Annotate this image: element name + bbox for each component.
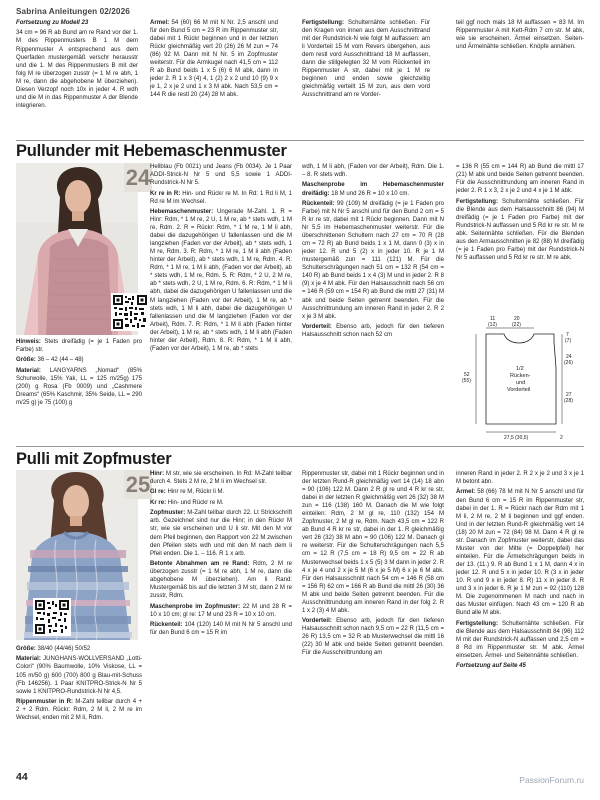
paragraph [302, 163, 444, 179]
paragraph-heading: Maschenprobe im Hebemaschenmuster dreifädig: [302, 182, 444, 197]
paragraph-text: teil ggf noch mals 18 M auffassen = 83 M. Im Rippenmuster A mit Kett-Rdm 7 cm str. M abk, wie sie erscheinen. Ärmel einsetzen. Seiten- und Ärmelnähte schließen. Knöpfe annähen. [456, 20, 584, 51]
s24-column-3 [302, 163, 444, 443]
paragraph-heading: Hinweis: [16, 339, 41, 345]
qr-code-icon [35, 600, 69, 634]
svg-text:1/2: 1/2 [516, 366, 524, 372]
divider-middle [16, 446, 584, 447]
paragraph-text: Ebenso arb, jedoch für den tieferen Halsausschnitt schon nach 9,5 cm = 22 R (11,5 cm = 26 R) 13,5 cm = 32 R ab Musterwechsel die mittl 16 (22) 30 M abk und beide Seiten getrennt beenden. Für die Ausschnittrundung am [302, 618, 444, 657]
paragraph-heading: Fertigstellung: [302, 20, 344, 26]
paragraph [16, 19, 138, 27]
schematic-24 [456, 312, 584, 440]
paragraph [456, 662, 584, 670]
paragraph [302, 617, 444, 657]
paragraph [456, 19, 584, 51]
paragraph [16, 338, 142, 354]
paragraph-heading: Hinr: [150, 471, 165, 477]
paragraph [150, 509, 292, 557]
paragraph-text: M str, wie sie erscheinen. In Rd: M-Zahl teilbar durch 4. Stets 2 M re, 2 M li im Wechsel str. [150, 471, 292, 486]
s25-column-3 [302, 470, 444, 765]
svg-text:(12): (12) [488, 322, 497, 328]
paragraph-text: Ebenso arb, jedoch für den tieferen Halsausschnitt schon nach 52 cm [302, 324, 444, 339]
paragraph-heading: Ärmel: [150, 20, 170, 26]
paragraph-text: Hin- und Rückr re M. [166, 499, 224, 506]
section-title-25: Pulli mit Zopfmuster [16, 450, 172, 468]
paragraph [150, 208, 292, 353]
paragraph-text: 34 cm = 96 R ab Bund am re Rand vor der 1. M des Rippenmusters B 1 M dem Rippenmuster A entsprechend aus dem Querfaden mustergemäß verschr herausstr und die 1. M des Rippenmusters B mit der folg M re überzogen zusstr (= 1 M re abh, 1 M re, dann die abgehobene M überziehen). Diesen Verzopf noch 10x in jeder 4. R wdh und die M in das Rippenmuster A der Blende integrieren. [16, 30, 138, 109]
paragraph [150, 499, 292, 507]
paragraph [456, 620, 584, 660]
garment-schematic [456, 312, 584, 440]
model-number-24: 24 [125, 165, 151, 190]
paragraph-text: Schulternähte schließen. Für den Kragen von innen aus dem Ausschnittrand mit der Rundstrick-N wie folgt M auffassen: am li Vorderteil 15 M vom Revers übergehen, aus dem restl vord Ausschnittrand 18 M auffassen, dann die stillgelegten 32 M vom Rückenteil im Rippenmuster A str, dabei mit je 1 M re beginnen und enden sowie gleichzeitig gleichmäßig verteilt 15 M zun, aus dem vord Ausschnittrand am re Vorder- [302, 20, 430, 99]
paragraph-heading: Größe: [16, 646, 36, 652]
paragraph-text: 22 M und 28 R = 10 x 10 cm; gl re: 17 M und 23 R = 10 x 10 cm. [150, 603, 292, 618]
paragraph [302, 19, 430, 99]
paragraph-text: = 136 R (55 cm = 144 R) ab Bund die mittl 17 (21) M abk und beide Seiten getrennt beenden. Für die Ausschnittrundung am inneren Rand in jeder 2. R 1 x 3, 2 x je 2 und 4 x je 1 M abk. [456, 164, 584, 195]
paragraph-heading: Maschenprobe im Zopfmuster: [150, 603, 241, 610]
paragraph [150, 603, 292, 619]
paragraph-heading: Betonte Abnahmen am re Rand: [150, 561, 250, 568]
top-column-2 [150, 19, 278, 133]
paragraph [302, 200, 444, 321]
paragraph [150, 163, 292, 187]
model-number-25: 25 [125, 472, 151, 497]
paragraph-text: Rdm, 2 M re überzogen zusstr (= 1 M re abh, 1 M re, dann die abgehobene M überziehen). Am li Rand: Mustergemäß bis auf die letzten 3 M str, dann 2 M re zusstr, Rdm. [150, 561, 292, 600]
qr-code-icon [113, 295, 147, 329]
paragraph-heading: Material: [16, 656, 41, 663]
paragraph [150, 488, 292, 496]
divider-top [16, 140, 584, 141]
paragraph [16, 645, 142, 653]
paragraph-text: 36 – 42 (44 – 48) [35, 357, 84, 364]
paragraph-heading: Ärmel: [456, 489, 476, 496]
s24-column-2 [150, 163, 292, 443]
qr-code-24[interactable] [111, 293, 149, 331]
paragraph [150, 190, 292, 206]
paragraph [302, 470, 444, 615]
paragraph-heading: Kr re: [150, 499, 167, 506]
paragraph-text: Schulternähte schließen. Für die Blende aus dem Halsausschnitt 86 (94) M dreifädig (= je 1 Faden pro Farbe) mit der Rundstrick-N auffassen und 5 Rd kr re str. M re abk. Seitennähte schließen. Für die Blenden aus den Armausschnitten je 82 (88) M dreifädig (= je 1 Faden pro Farbe) mit der Rundstrick-N Nr 5 auffassen und 5 Rd kr re str. M re abk. [456, 198, 584, 261]
s25-column-2 [150, 470, 292, 765]
watermark: PassionForum.ru [519, 775, 584, 785]
italic-note: Fortsetzung zu Modell 23 [16, 20, 89, 26]
svg-text:27: 27 [566, 392, 572, 398]
qr-code-25[interactable] [33, 598, 71, 636]
section-title-24: Pullunder mit Hebemaschenmuster [16, 142, 287, 160]
paragraph-heading: Hebemaschenmuster: [150, 209, 214, 216]
top-column-4 [456, 19, 584, 133]
paragraph-text: 104 (120) 140 M mit N Nr 5 anschl und für den Bund 6 cm = 15 R im [150, 622, 292, 637]
svg-text:(22): (22) [512, 322, 521, 328]
svg-text:(26): (26) [564, 360, 573, 366]
paragraph-text: Schulternähte schließen. Für die Blende aus dem Halsausschnitt 84 (96) 112 M mit der Rundstrick-N auffassen und 2,5 cm = 8 Rd im Rippenmuster str. M abk. Ärmel einsetzen. Ärmel- und Seitennähte schließen. [456, 620, 584, 659]
paragraph [150, 621, 292, 637]
paragraph [16, 655, 142, 695]
svg-text:Rücken-: Rücken- [510, 373, 531, 379]
svg-text:(28): (28) [564, 398, 573, 404]
svg-text:7: 7 [566, 332, 569, 338]
paragraph-text: 99 (109) M dreifädig (= je 1 Faden pro Farbe) mit N Nr 5 anschl und für den Bund 2 cm = 5 R kr re str, dabei mit 1 Rückr beginnen. Dann mit N Nr 5,5 im Hebemaschenmuster weiterstr. Für die überschnittenen Schultern nach 27 cm = 70 R (28 cm = 72 R) ab Bund beids 1 x 1 M, dann 0 (3) x in jeder 12. R und 5 (2) x in jeder 10. R je 1 M mustergemäß zun = 111 (121) M. Für die Schulterschrägungen nach 51 cm = 132 R (54 cm = 140 R) ab Bund beids 1 x 4 (3) M und in jeder 2. R 8 (9) x je 4 M abk. Für den Halsausschnitt nach 56 cm = 146 R (59 cm = 154 R) ab Bund die mittl 27 (31) M abk und beide Seiten getrennt beenden. Für die Ausschnittrundung am inneren Rand in jeder 2. R 2 x je 3 M abk. [302, 200, 444, 320]
svg-text:20: 20 [514, 316, 520, 322]
paragraph-heading: Material: [16, 367, 41, 374]
paragraph-heading: Fertigstellung: [456, 198, 498, 205]
paragraph-text: 54 (60) 66 M mit N Nr. 2,5 anschl und für den Bund 5 cm = 23 R im Rippenmuster str, dabei mit 1 Rückr beginnen und in der letzten Rückr gleichmäßig vert 20 (26) 26 M zun = 74 (86) 92 M. Dann mit N Nr. 5 im Zopfmuster weiterstr. Für die Armkugel nach 41,5 cm = 112 R ab Bund beids 1 x 5 (6) 6 M abk, dann in jeder 2. R 1 x 3 (4) 4, 1 (2) 2 x 2 und 10 (9) 9 x je 1, 2 x je 2 und 1 x 3 M abk. Nach 53,5 cm = 144 R die restl 20 (24) 28 M abk. [150, 20, 278, 99]
paragraph-text: LANGYARNS „Nomad“ (85% Schurwolle, 15% Yak, LL = 125 m/25g) 175 (200) g Rosa (Fb 0009) und „Cashmere Dreams“ (65% Kaschmir, 35% Seide, LL = 290 m/25 g) je 75 (100) g [16, 367, 142, 407]
paragraph [150, 560, 292, 600]
paragraph [150, 470, 292, 486]
paragraph-heading: Rückenteil: [150, 622, 183, 629]
svg-text:52: 52 [464, 372, 470, 378]
paragraph-text: M-Zahl teilbar durch 22. Lt Strickschrift arb. Gezeichnet sind nur die Hinr; in den Rückr M str, wie sie erscheinen und U li str. Mit den M vor dem Pfeil beginnen, den Rapport von 22 M zwischen den Pfeilen stets wdh und mit den M nach dem li Pfeil enden. Die 1. – 116. R 1 x arb. [150, 510, 292, 557]
paragraph [302, 323, 444, 339]
top-column-3 [302, 19, 430, 133]
svg-text:(55): (55) [462, 378, 471, 384]
magazine-header: Sabrina Anleitungen 02/2026 [16, 7, 130, 16]
paragraph [150, 19, 278, 99]
s24-column-4 [456, 163, 584, 311]
paragraph-text: 58 (66) 78 M mit N Nr 5 anschl und für den Bund 6 cm = 15 R im Rippenmuster str, dabei in der 1. R = Rückr nach der Rdm mit 1 M li, 2 M re, 2 M li beginnen und ggf enden. Und in der letzten Rund-R gleichmäßig vert 14 (18) 20 M zun = 72 (84) 98 M. Dann 4 R gl re str. Danach im Zopfmuster weiterstr, dabei das Muster von der Mitte (= Doppelpfeil) her einteilen. Für die Ärmelschrägungen beids in der 13. (11.) 9. R ab Bund 1 x 1 M, dann 4 x in jeder 12. R und 5 x in jeder 10. R (3 x in jeder 10. R und 9 x in jeder 8. R) 11 x in jeder 8. R und 3 x in jeder 6. R je 1 M zun = 92 (110) 128 M. Die zugenommenen M nach und nach in das Muster einfügen. Nach 43 cm = 120 R ab Bund alle M abk. [456, 489, 584, 617]
paragraph-heading: Vorderteil: [302, 324, 332, 331]
paragraph-text: 18 M und 26 R = 10 x 10 cm. [329, 190, 410, 197]
s24-column-1 [16, 338, 142, 440]
paragraph-heading: Vorderteil: [302, 618, 332, 625]
svg-text:(7): (7) [565, 338, 572, 344]
svg-text:2: 2 [560, 435, 563, 440]
italic-note: Fortsetzung auf Seite 45 [456, 663, 526, 670]
paragraph [456, 488, 584, 617]
paragraph [302, 181, 444, 197]
svg-text:und: und [516, 380, 526, 386]
paragraph [456, 163, 584, 195]
paragraph-text: Ungerade M-Zahl. 1. R = Hinr: Rdm, * 1 M re, 2 U, 1 M re, ab * stets wdh, 1 M re, Rdm. 2. R = Rückr: Rdm, * 1 M re, 1 M li abh, dabei die dazugehörigen U fallenlassen und die M langziehen (Faden vor der Arbeit), ab * stets wdh, 1 M re, Rdm. 3. R: Rdm, * 1 M re, 1 M li abh (Faden hinter der Arbeit), ab * stets wdh, 1 M re, Rdm. 4. R: Rdm, * 1 M re, 1 M li abh, (Faden vor der Arbeit), ab * stets wdh, 1 M re, Rdm. 5. R: Rdm, * 2 U, 2 M re, ab * stets wdh, 2 U, 1 M re, Rdm. 6. R: Rdm, * 1 M li abh, dabei die dazugehörigen U fallenlassen und die M langziehen (Faden vor der Arbeit), 1 M re, ab * stets wdh, 1 M li abh, dabei die dazugehörigen U fallenlassen und die M langziehen (Faden vor der Arbeit), Rdm. 7. R: Rdm, * 1 M li abh (Faden hinter der Arbeit), 1 M re, ab * stets wdh, 1 M li abh (Faden hinter der Arbeit), Rdm. 8. R: Rdm, * 1 M li abh, (Faden vor der Arbeit), 1 M re, ab * stets [150, 209, 292, 352]
paragraph-text: wdh, 1 M li abh, (Faden vor der Arbeit), Rdm. Die 1. – 8. R stets wdh. [302, 164, 444, 179]
paragraph-text: Stets dreifädig (= je 1 Faden pro Farbe) str. [16, 339, 142, 354]
s25-column-4 [456, 470, 584, 765]
paragraph-heading: Gl re: [150, 489, 166, 496]
svg-text:Vorderteil: Vorderteil [507, 387, 531, 393]
paragraph-text: Rippenmuster str, dabei mit 1 Rückr beginnen und in der letzten Rund-R gleichmäßig vert 14 (14) 18 abn = 90 (106) 122 M. Dann 2 R gl re und 4 R kr re str, dabei in der letzten R gleichmäßig vert 26 (32) 38 M zun = 116 (138) 160 M. Danach die M wie folgt einteilen: Rdm, 2 M gl re, 110 (132) 154 M Zopfmuster, 2 M gl re, Rdm. Nach 43,5 cm = 122 R ab Bund 4 R kr re str, dabei in der 1. R gleichmäßig vert 26 (32) 38 M abn = 90 (106) 122 M. Danach gl re weiterstr. Für die Schulterschrägungen nach 5,5 cm = 12 R (7,5 cm = 18 R) 9,5 cm = 22 R ab Musterwechsel beids 1 x 5 (5) 3 M dann in jeder 2. R 4 x je 4 und 2 x je 5 M (6 x je 5 M) 6 x je 6 M abk. Für den Halsausschnitt nach 54 cm = 146 R (58 cm = 156 R) 62 cm = 166 R ab Bund die mittl 26 (30) 36 M abk und beide Seiten getrennt beenden. Für die Ausschnittrundung am inneren Rand in der folg 2. R 1 x 2 (3) 4 M abk. [302, 471, 444, 614]
paragraph [16, 367, 142, 407]
paragraph [16, 356, 142, 364]
paragraph-heading: Rückenteil: [302, 200, 335, 207]
paragraph-heading: Kr re in R: [150, 190, 181, 197]
paragraph-heading: Rippenmuster in R: [16, 699, 74, 706]
paragraph [456, 198, 584, 262]
s25-column-1 [16, 645, 142, 765]
paragraph-text: M-Zahl teilbar durch 4 + 2 + 2 Rdm. Rückr: Rdm, 2 M li, 2 M re im Wechsel, enden mit 2 M li, Rdm. [16, 699, 142, 722]
top-column-1 [16, 19, 138, 133]
paragraph [456, 470, 584, 486]
paragraph-heading: Zopfmuster: [150, 510, 186, 517]
paragraph-heading: Fertigstellung: [456, 620, 498, 627]
paragraph-text: inneren Rand in jeder 2. R 2 x je 2 und 3 x je 1 M betont abn. [456, 471, 584, 486]
paragraph-text: JUNGHANS-WOLLVERSAND „Lotti-Colori“ (90% Baumwolle, 10% Viskose, LL = 105 m/50 g) 600 (700) 800 g Blau-mit-Schuss (Fb 146256). 1 Paar KNITPRO-Strick-N Nr 5 sowie 1 KNITPRO-Rundstrick-N Nr 4,5. [16, 656, 142, 695]
svg-text:24: 24 [566, 354, 572, 360]
paragraph-text: 38/40 (44/46) 50/52 [35, 646, 91, 652]
paragraph [16, 698, 142, 722]
paragraph [16, 29, 138, 109]
paragraph-text: Hin- und Rückr re M. In Rd: 1 Rd li M, 1 Rd re M im Wechsel. [150, 190, 292, 205]
paragraph-text: Hellblau (Fb 0021) und Jeans (Fb 0034). Je 1 Paar ADDI-Strick-N Nr 5 und 5,5 sowie 1 ADDI-Rundstrick-N Nr 5. [150, 164, 292, 187]
paragraph-heading: Größe: [16, 357, 36, 364]
svg-text:11: 11 [490, 316, 496, 322]
page-number: 44 [16, 771, 28, 783]
svg-text:27,5 (30,5): 27,5 (30,5) [504, 435, 529, 440]
paragraph-text: Hinr re M, Rückr li M. [165, 489, 225, 496]
